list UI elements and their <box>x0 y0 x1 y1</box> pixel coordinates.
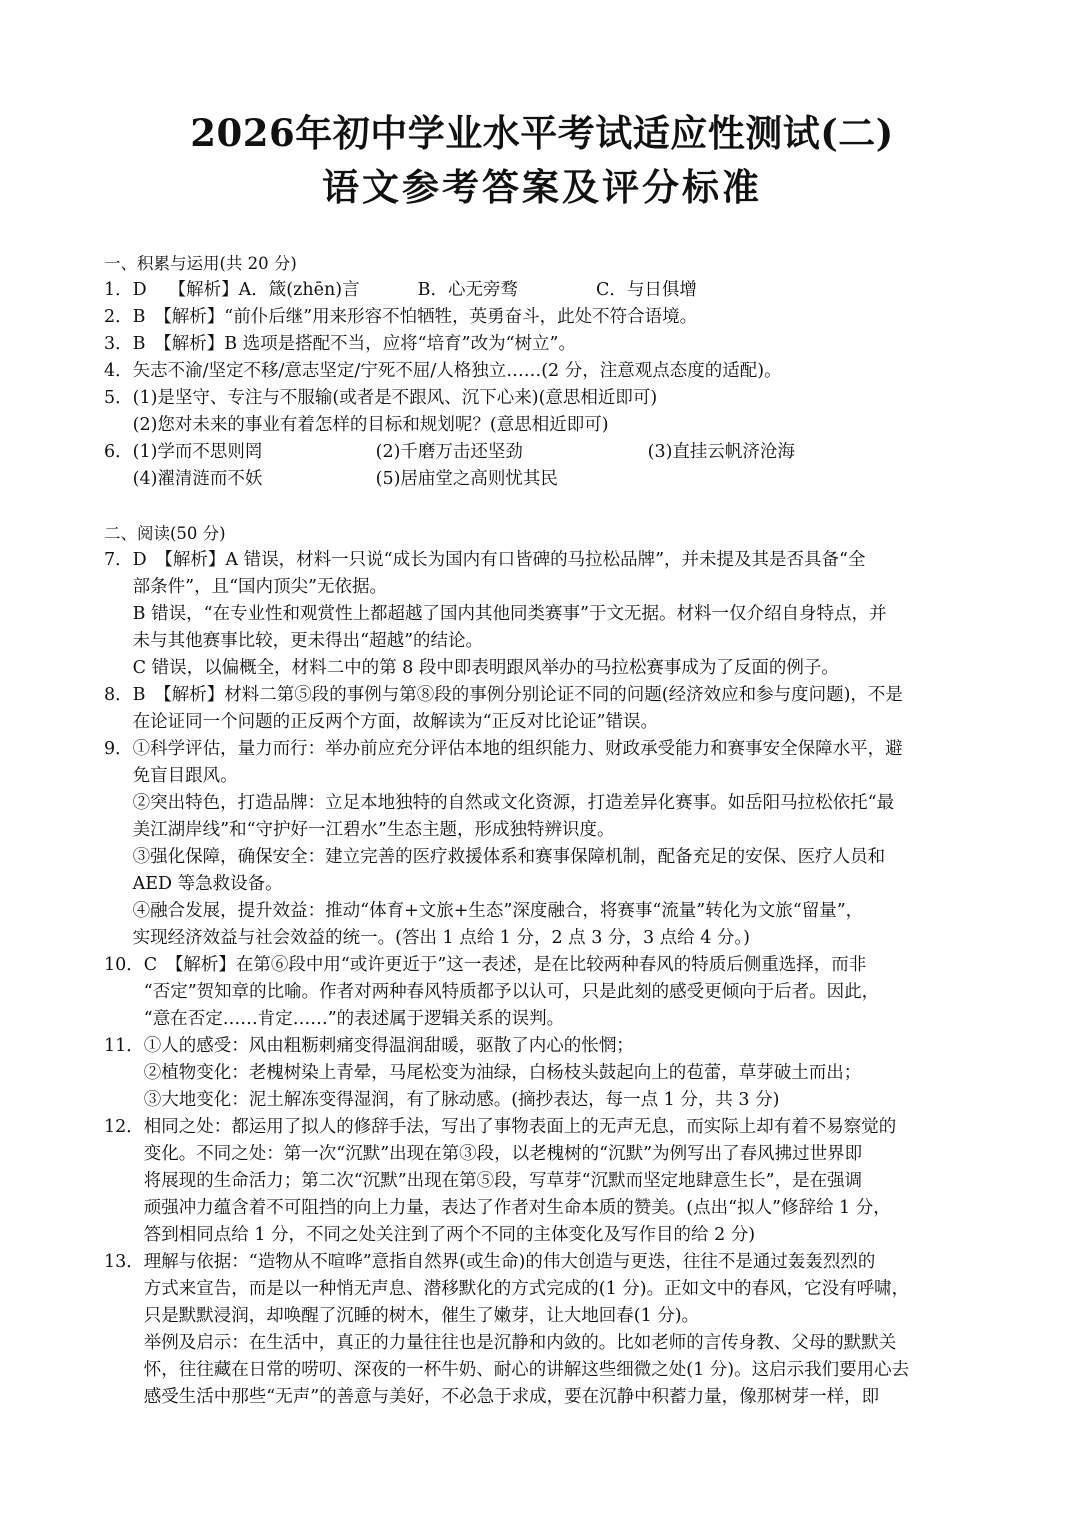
answer-line: 未与其他赛事比较，更未得出“超越”的结论。 <box>132 631 484 651</box>
option-a: A．箴(zhēn)言 <box>238 280 360 300</box>
answer-line: B 【解析】材料二第⑤段的事例与第⑧段的事例分别论证不同的问题(经济效应和参与度问题)，不是 <box>132 685 903 705</box>
item-number: 12． <box>104 1117 144 1137</box>
item-content: B 【解析】“前仆后继”用来形容不怕牺牲，英勇奋斗，此处不符合语境。 <box>132 307 698 327</box>
item-content <box>133 547 980 682</box>
item-number: 9． <box>104 739 133 759</box>
answer-line: (2)您对未来的事业有着怎样的目标和规划呢？(意思相近即可) <box>132 415 609 435</box>
item-number: 1． <box>104 280 133 300</box>
answer-item-5 <box>104 385 980 439</box>
answer-line: 理解与依据：“造物从不喧哗”意指自然界(或生命)的伟大创造与更迭，往往不是通过轰轰烈烈的 <box>143 1252 876 1272</box>
item-number: 10． <box>104 955 144 975</box>
answer-item-1 <box>104 277 980 304</box>
analysis-tag: 【解析】 <box>168 280 239 300</box>
answer-row <box>133 439 980 466</box>
answer-body <box>104 250 980 1411</box>
answer-line: C 错误，以偏概全，材料二中的第 8 段中即表明跟风举办的马拉松赛事成为了反面的例子。 <box>132 658 839 678</box>
answer-letter: D <box>132 280 147 300</box>
answer-line: 部条件”，且“国内顶尖”无依据。 <box>132 577 387 597</box>
item-content <box>144 1033 980 1114</box>
option-c: C．与日俱增 <box>595 280 697 300</box>
fill-answer: (4)濯清涟而不妖 <box>132 469 263 489</box>
item-number: 13． <box>104 1252 144 1272</box>
answer-line: 顽强冲力蕴含着不可阻挡的向上力量，表达了作者对生命本质的赞美。(点出“拟人”修辞给 1 分， <box>143 1198 891 1218</box>
answer-item-4 <box>104 358 980 385</box>
item-content <box>144 1249 980 1411</box>
item-content <box>144 952 980 1033</box>
answer-line: ②植物变化：老槐树染上青晕，马尾松变为油绿，白杨枝头鼓起向上的苞蕾，草芽破土而出； <box>143 1063 862 1083</box>
answer-line: B 错误，“在专业性和观赏性上都超越了国内其他同类赛事”于文无据。材料一仅介绍自身特点，并 <box>132 604 887 624</box>
answer-item-10 <box>104 952 980 1033</box>
item-number: 3． <box>104 334 133 354</box>
answer-line: ③大地变化：泥土解冻变得湿润，有了脉动感。(摘抄表达，每一点 1 分，共 3 分) <box>143 1090 780 1110</box>
answer-line: ④融合发展，提升效益：推动“体育+文旅+生态”深度融合，将赛事“流量”转化为文旅“留量”， <box>132 901 864 921</box>
answer-line: 只是默默浸润，却唤醒了沉睡的树木，催生了嫩芽，让大地回春(1 分)。 <box>143 1306 700 1326</box>
page-subtitle: 语文参考答案及评分标准 <box>322 165 762 209</box>
answer-item-3 <box>104 331 980 358</box>
item-number: 8． <box>104 685 133 705</box>
fill-answer: (2)千磨万击还坚劲 <box>375 442 523 462</box>
answer-line: (1)是坚守、专注与不服输(或者是不跟风、沉下心来)(意思相近即可) <box>132 388 658 408</box>
item-content <box>144 1114 980 1249</box>
answer-line: ①人的感受：风由粗粝刺痛变得温润甜暖，驱散了内心的怅惘； <box>143 1036 634 1056</box>
item-number: 11． <box>104 1036 144 1056</box>
answer-item-13 <box>104 1249 980 1411</box>
option-b: B．心无旁骛 <box>417 280 518 300</box>
answer-line: ③强化保障，确保安全：建立完善的医疗救援体系和赛事保障机制，配备充足的安保、医疗人员和 <box>132 847 886 867</box>
answer-line: ②突出特色，打造品牌：立足本地独特的自然或文化资源，打造差异化赛事。如岳阳马拉松依托“最 <box>132 793 895 813</box>
item-number: 7． <box>104 550 133 570</box>
item-content <box>133 736 980 952</box>
item-number: 5． <box>104 388 133 408</box>
answer-line: 实现经济效益与社会效益的统一。(答出 1 点给 1 分，2 点 3 分，3 点给 4 分。) <box>132 928 750 948</box>
answer-line: 感受生活中那些“无声”的善意与美好，不必急于求成，要在沉静中积蓄力量，像那树芽一样，即 <box>143 1387 880 1407</box>
answer-line: 怀，往往藏在日常的唠叨、深夜的一杯牛奶、耐心的讲解这些细微之处(1 分)。这启示我们要用心去 <box>143 1360 910 1380</box>
answer-line: D 【解析】A 错误，材料一只说“成长为国内有口皆碑的马拉松品牌”，并未提及其是否具备“全 <box>132 550 866 570</box>
item-content <box>133 439 980 493</box>
answer-item-9 <box>104 736 980 952</box>
item-number: 4． <box>104 361 133 381</box>
fill-answer: (1)学而不思则罔 <box>132 442 263 462</box>
answer-line: 方式来宣告，而是以一种悄无声息、潜移默化的方式完成的(1 分)。正如文中的春风，它没有呼啸， <box>143 1279 910 1299</box>
item-content <box>133 277 980 304</box>
answer-line: AED 等急救设备。 <box>132 874 283 894</box>
answer-item-6 <box>104 439 980 493</box>
answer-item-8 <box>104 682 980 736</box>
item-content <box>133 682 980 736</box>
item-number: 6． <box>104 442 133 462</box>
answer-line: ①科学评估，量力而行：举办前应充分评估本地的组织能力、财政承受能力和赛事安全保障水平，避 <box>132 739 903 759</box>
answer-line: 举例及启示：在生活中，真正的力量往往也是沉静和内敛的。比如老师的言传身教、父母的默默关 <box>143 1333 897 1353</box>
answer-item-12 <box>104 1114 980 1249</box>
section-heading-reading: 二、阅读(50 分) <box>104 524 226 543</box>
answer-line: C 【解析】在第⑥段中用“或许更近于”这一表述，是在比较两种春风的特质后侧重选择，而非 <box>143 955 867 975</box>
fill-answer: (3)直挂云帆济沧海 <box>647 442 795 462</box>
answer-line: “否定”贺知章的比喻。作者对两种春风特质都予以认可，只是此刻的感受更倾向于后者。因此， <box>143 982 880 1002</box>
item-content: 矢志不渝/坚定不移/意志坚定/宁死不屈/人格独立……(2 分，注意观点态度的适配)。 <box>132 361 782 381</box>
answer-item-7 <box>104 547 980 682</box>
answer-row <box>133 466 980 493</box>
answer-line: 美江湖岸线”和“守护好一江碧水”生态主题，形成独特辨识度。 <box>132 820 615 840</box>
answer-line: 答到相同点给 1 分，不同之处关注到了两个不同的主体变化及写作目的给 2 分) <box>143 1225 756 1245</box>
answer-line: 变化。不同之处：第一次“沉默”出现在第③段，以老槐树的“沉默”为例写出了春风拂过世界即 <box>143 1144 863 1164</box>
answer-line: 将展现的生命活力；第二次“沉默”出现在第⑤段，写草芽“沉默而坚定地肆意生长”，是在强调 <box>143 1171 863 1191</box>
item-content: B 【解析】B 选项是搭配不当，应将“培育”改为“树立”。 <box>132 334 576 354</box>
item-content <box>133 385 980 439</box>
answer-item-11 <box>104 1033 980 1114</box>
answer-item-2 <box>104 304 980 331</box>
answer-line: “意在否定……肯定……”的表述属于逻辑关系的误判。 <box>143 1009 565 1029</box>
answer-line: 相同之处：都运用了拟人的修辞手法，写出了事物表面上的无声无息，而实际上却有着不易察觉的 <box>143 1117 897 1137</box>
page-title: 2026年初中学业水平考试适应性测试(二) <box>190 111 894 155</box>
answer-line: 免盲目跟风。 <box>132 766 238 786</box>
item-number: 2． <box>104 307 133 327</box>
answer-line: 在论证同一个问题的正反两个方面，故解读为“正反对比论证”错误。 <box>132 712 659 732</box>
section-heading-accumulation: 一、积累与运用(共 20 分) <box>104 254 297 273</box>
fill-answer: (5)居庙堂之高则忧其民 <box>375 469 558 489</box>
